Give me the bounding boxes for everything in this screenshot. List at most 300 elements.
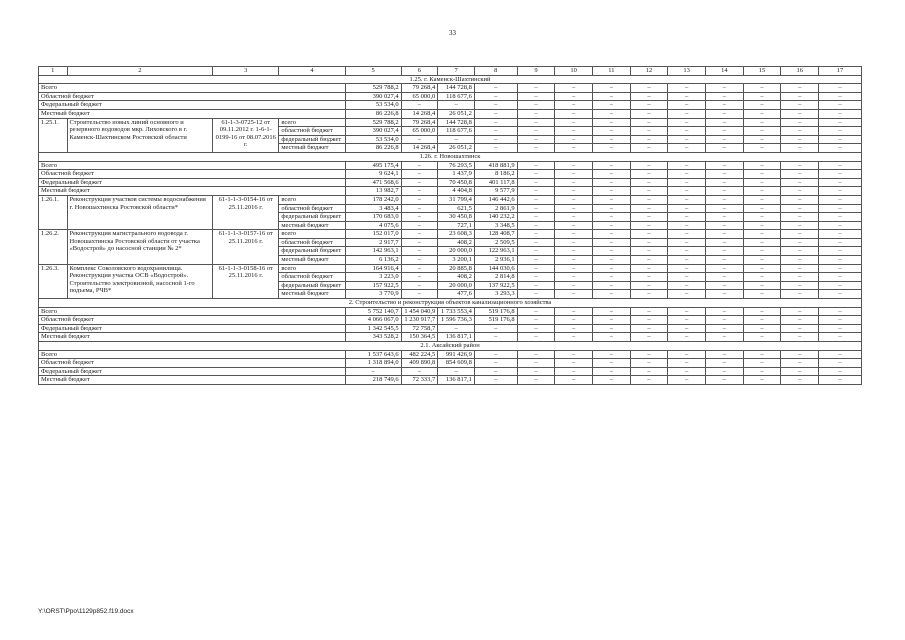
cell: – (474, 367, 517, 376)
cell: – (819, 127, 862, 136)
cell: – (474, 84, 517, 93)
cell: – (517, 118, 555, 127)
cell: 8 186,2 (474, 170, 517, 179)
cell: – (593, 187, 631, 196)
cell: – (630, 109, 668, 118)
cell: – (555, 376, 593, 385)
cell: – (593, 273, 631, 282)
cell: – (555, 187, 593, 196)
cell: – (819, 84, 862, 93)
cell: – (438, 367, 475, 376)
col-number: 9 (517, 67, 555, 76)
cell: – (706, 127, 744, 136)
row-label: Федеральный бюджет (39, 178, 346, 187)
cell: – (706, 101, 744, 110)
cell: – (593, 204, 631, 213)
cell: – (743, 238, 781, 247)
cell: – (555, 247, 593, 256)
cell: 390 027,4 (345, 92, 401, 101)
cell: – (781, 264, 819, 273)
cell: – (555, 316, 593, 325)
cell: – (706, 221, 744, 230)
cell: – (819, 247, 862, 256)
cell: 136 817,1 (438, 333, 475, 342)
row-label: Всего (39, 307, 346, 316)
cell: – (743, 376, 781, 385)
cell: – (555, 359, 593, 368)
cell: – (706, 204, 744, 213)
cell: – (743, 178, 781, 187)
cell: – (517, 213, 555, 222)
cell: – (593, 230, 631, 239)
cell: 164 916,4 (345, 264, 401, 273)
cell: – (474, 135, 517, 144)
cell: – (668, 256, 706, 265)
col-number: 11 (593, 67, 631, 76)
cell: – (630, 230, 668, 239)
cell: – (401, 264, 438, 273)
cell: 477,6 (438, 290, 475, 299)
cell: – (781, 359, 819, 368)
cell: – (781, 101, 819, 110)
cell: 72 333,7 (401, 376, 438, 385)
cell: – (743, 195, 781, 204)
table-row (39, 376, 862, 385)
cell: – (593, 101, 631, 110)
cell: – (593, 324, 631, 333)
cell: – (593, 221, 631, 230)
cell: – (706, 256, 744, 265)
cell: – (781, 273, 819, 282)
cell: – (517, 307, 555, 316)
cell: – (668, 221, 706, 230)
cell: – (517, 350, 555, 359)
cell: – (668, 92, 706, 101)
cell: – (593, 316, 631, 325)
cell: – (706, 307, 744, 316)
table-row (39, 118, 862, 127)
cell: – (743, 92, 781, 101)
cell: – (743, 290, 781, 299)
cell: 4 404,8 (438, 187, 475, 196)
cell: – (781, 247, 819, 256)
cell: – (743, 213, 781, 222)
row-label: Местный бюджет (39, 376, 346, 385)
cell: – (819, 144, 862, 153)
cell: – (668, 238, 706, 247)
column-number-row (39, 67, 862, 76)
cell: – (819, 333, 862, 342)
cell: – (706, 92, 744, 101)
cell: – (438, 324, 475, 333)
cell: – (630, 367, 668, 376)
cell: – (555, 367, 593, 376)
cell: – (555, 230, 593, 239)
cell: – (401, 170, 438, 179)
cell: – (781, 324, 819, 333)
cell: – (819, 118, 862, 127)
cell: 65 000,0 (401, 92, 438, 101)
cell: – (781, 316, 819, 325)
cell: – (668, 230, 706, 239)
cell: 65 000,0 (401, 127, 438, 136)
cell: 146 442,6 (474, 195, 517, 204)
row-label: Всего (39, 84, 346, 93)
cell: 136 817,1 (438, 376, 475, 385)
project-code: 61-1-1-3-0157-16 от 25.11.2016 г. (213, 230, 279, 264)
budget-label: всего (279, 195, 345, 204)
cell: – (593, 109, 631, 118)
cell: – (819, 101, 862, 110)
section-heading: 2. Строительство и реконструкция объектов канализационного хозяйства (39, 299, 862, 308)
project-code: 61-1-3-0725-12 от 09.11.2012 г. 1-6-1-0199-16 от 08.07.2016 г. (213, 118, 279, 152)
cell: 150 364,5 (401, 333, 438, 342)
col-number: 8 (474, 67, 517, 76)
cell: 26 051,2 (438, 144, 475, 153)
budget-label: всего (279, 118, 345, 127)
cell: – (593, 290, 631, 299)
cell: – (706, 367, 744, 376)
cell: – (819, 256, 862, 265)
cell: – (706, 230, 744, 239)
row-label: Областной бюджет (39, 359, 346, 368)
cell: 144 728,8 (438, 118, 475, 127)
col-number: 1 (39, 67, 68, 76)
cell: – (630, 350, 668, 359)
cell: – (781, 256, 819, 265)
cell: – (706, 264, 744, 273)
cell: – (743, 273, 781, 282)
cell: 1 437,9 (438, 170, 475, 179)
cell: 1 454 040,9 (401, 307, 438, 316)
cell: – (743, 256, 781, 265)
cell: 26 051,2 (438, 109, 475, 118)
cell: 343 528,2 (345, 333, 401, 342)
cell: – (668, 376, 706, 385)
col-number: 7 (438, 67, 475, 76)
cell: – (517, 195, 555, 204)
cell: – (401, 178, 438, 187)
cell: – (401, 187, 438, 196)
cell: – (630, 213, 668, 222)
cell: 408,2 (438, 238, 475, 247)
cell: 2 509,5 (474, 238, 517, 247)
cell: 621,5 (438, 204, 475, 213)
cell: – (401, 247, 438, 256)
footer-file-path: Y:\ORST\Ppo\1129p852.f19.docx (38, 608, 134, 615)
cell: 70 450,8 (438, 178, 475, 187)
budget-label: федеральный бюджет (279, 135, 345, 144)
cell: 3 293,3 (474, 290, 517, 299)
cell: – (593, 161, 631, 170)
cell: 401 117,8 (474, 178, 517, 187)
cell: – (630, 221, 668, 230)
cell: – (819, 273, 862, 282)
cell: 3 348,5 (474, 221, 517, 230)
cell: – (517, 144, 555, 153)
page-number: 33 (449, 29, 456, 37)
cell: – (593, 178, 631, 187)
cell: 727,1 (438, 221, 475, 230)
cell: – (555, 101, 593, 110)
cell: – (819, 307, 862, 316)
cell: 31 799,4 (438, 195, 475, 204)
cell: – (668, 350, 706, 359)
cell: 144 728,8 (438, 84, 475, 93)
budget-label: местный бюджет (279, 290, 345, 299)
col-number: 3 (213, 67, 279, 76)
cell: – (668, 144, 706, 153)
cell: – (706, 376, 744, 385)
table-row (39, 359, 862, 368)
cell: 86 226,8 (345, 144, 401, 153)
financing-table (38, 66, 862, 385)
cell: – (819, 281, 862, 290)
cell: 5 752 140,7 (345, 307, 401, 316)
cell: – (593, 247, 631, 256)
cell: 519 176,8 (474, 307, 517, 316)
row-label: Всего (39, 161, 346, 170)
cell: 178 242,0 (345, 195, 401, 204)
cell: – (819, 135, 862, 144)
cell: – (668, 247, 706, 256)
cell: – (517, 101, 555, 110)
col-number: 12 (630, 67, 668, 76)
project-number: 1.26.2. (39, 230, 68, 264)
cell: – (630, 170, 668, 179)
cell: – (593, 256, 631, 265)
cell: – (630, 273, 668, 282)
cell: – (593, 92, 631, 101)
cell: – (517, 247, 555, 256)
cell: 471 568,6 (345, 178, 401, 187)
cell: – (668, 178, 706, 187)
cell: – (517, 238, 555, 247)
cell: – (517, 178, 555, 187)
cell: 519 176,8 (474, 316, 517, 325)
cell: – (668, 333, 706, 342)
cell: – (593, 359, 631, 368)
cell: – (668, 316, 706, 325)
cell: 854 609,8 (438, 359, 475, 368)
budget-label: местный бюджет (279, 256, 345, 265)
cell: – (555, 350, 593, 359)
cell: – (819, 170, 862, 179)
cell: – (474, 92, 517, 101)
col-number: 5 (345, 67, 401, 76)
cell: – (706, 144, 744, 153)
col-number: 13 (668, 67, 706, 76)
budget-label: местный бюджет (279, 221, 345, 230)
cell: – (630, 101, 668, 110)
cell: – (555, 238, 593, 247)
table-row (39, 264, 862, 273)
section-heading: 1.25. г. Каменск-Шахтинский (39, 75, 862, 84)
cell: – (517, 333, 555, 342)
cell: – (781, 204, 819, 213)
cell: – (668, 324, 706, 333)
cell: – (781, 144, 819, 153)
cell: – (743, 281, 781, 290)
cell: – (474, 359, 517, 368)
cell: – (555, 161, 593, 170)
cell: – (781, 170, 819, 179)
budget-label: федеральный бюджет (279, 281, 345, 290)
cell: 4 075,6 (345, 221, 401, 230)
cell: – (555, 273, 593, 282)
cell: – (743, 109, 781, 118)
cell: 142 963,1 (345, 247, 401, 256)
cell: 53 534,0 (345, 135, 401, 144)
cell: – (668, 213, 706, 222)
cell: – (819, 109, 862, 118)
cell: – (743, 324, 781, 333)
cell: – (819, 178, 862, 187)
cell: – (706, 187, 744, 196)
cell: – (668, 307, 706, 316)
cell: – (555, 204, 593, 213)
cell: – (555, 221, 593, 230)
cell: – (668, 101, 706, 110)
cell: 4 066 067,0 (345, 316, 401, 325)
cell: – (593, 307, 631, 316)
cell: 53 534,0 (345, 101, 401, 110)
cell: – (593, 350, 631, 359)
cell: – (743, 118, 781, 127)
cell: – (743, 367, 781, 376)
cell: – (668, 135, 706, 144)
cell: 1 318 894,0 (345, 359, 401, 368)
cell: – (743, 247, 781, 256)
cell: 3 483,4 (345, 204, 401, 213)
cell: – (819, 264, 862, 273)
cell: 482 224,5 (401, 350, 438, 359)
cell: – (401, 281, 438, 290)
cell: – (593, 367, 631, 376)
project-number: 1.25.1. (39, 118, 68, 152)
budget-label: федеральный бюджет (279, 213, 345, 222)
project-name: Комплекс Соколовского водохранилища. Реконструкция участка ОСВ «Водострой». Строительство электровизной, насосной 1-го подъема, РЧВ* (67, 264, 213, 298)
cell: – (517, 170, 555, 179)
row-label: Местный бюджет (39, 109, 346, 118)
table-row (39, 84, 862, 93)
cell: 2 936,1 (474, 256, 517, 265)
cell: 9 624,1 (345, 170, 401, 179)
budget-label: всего (279, 264, 345, 273)
cell: – (706, 178, 744, 187)
cell: – (401, 213, 438, 222)
cell: – (668, 281, 706, 290)
cell: – (630, 281, 668, 290)
cell: – (593, 213, 631, 222)
cell: – (706, 350, 744, 359)
cell: – (781, 238, 819, 247)
cell: – (819, 187, 862, 196)
cell: – (819, 238, 862, 247)
cell: – (819, 290, 862, 299)
table-row (39, 170, 862, 179)
cell: – (706, 118, 744, 127)
project-name: Строительство новых линий основного и резервного водоводов мкр. Лиховского в г. Каменск-Шахтинском Ростовской области (67, 118, 213, 152)
cell: – (819, 195, 862, 204)
cell: – (743, 170, 781, 179)
cell: – (555, 127, 593, 136)
cell: – (706, 109, 744, 118)
cell: – (517, 204, 555, 213)
cell: – (630, 178, 668, 187)
cell: – (555, 109, 593, 118)
cell: – (706, 135, 744, 144)
cell: – (630, 161, 668, 170)
cell: – (743, 333, 781, 342)
cell: – (630, 92, 668, 101)
cell: 20 000,0 (438, 247, 475, 256)
cell: 23 608,3 (438, 230, 475, 239)
cell: – (668, 273, 706, 282)
cell: 1 733 553,4 (438, 307, 475, 316)
table-row (39, 307, 862, 316)
cell: 495 175,4 (345, 161, 401, 170)
cell: – (781, 127, 819, 136)
cell: – (706, 359, 744, 368)
cell: 118 677,6 (438, 127, 475, 136)
cell: – (474, 118, 517, 127)
cell: 2 814,8 (474, 273, 517, 282)
cell: 1 537 643,6 (345, 350, 401, 359)
cell: – (401, 135, 438, 144)
cell: – (781, 367, 819, 376)
cell: – (668, 161, 706, 170)
cell: – (819, 230, 862, 239)
cell: – (781, 333, 819, 342)
cell: 144 030,6 (474, 264, 517, 273)
cell: – (743, 230, 781, 239)
col-number: 16 (781, 67, 819, 76)
cell: – (630, 376, 668, 385)
cell: – (630, 144, 668, 153)
cell: – (517, 84, 555, 93)
cell: – (668, 359, 706, 368)
cell: – (474, 324, 517, 333)
cell: – (517, 135, 555, 144)
cell: – (555, 170, 593, 179)
cell: – (517, 187, 555, 196)
budget-label: областной бюджет (279, 127, 345, 136)
cell: – (517, 161, 555, 170)
cell: – (630, 256, 668, 265)
cell: 991 426,9 (438, 350, 475, 359)
cell: 72 758,7 (401, 324, 438, 333)
cell: 170 683,0 (345, 213, 401, 222)
cell: – (706, 324, 744, 333)
cell: – (781, 281, 819, 290)
cell: 14 268,4 (401, 109, 438, 118)
cell: – (555, 281, 593, 290)
project-number: 1.26.3. (39, 264, 68, 298)
cell: – (474, 376, 517, 385)
project-number: 1.26.1. (39, 195, 68, 229)
cell: – (517, 92, 555, 101)
table-row (39, 324, 862, 333)
cell: 76 293,5 (438, 161, 475, 170)
cell: – (630, 359, 668, 368)
cell: 1 230 917,7 (401, 316, 438, 325)
section-heading: 1.26. г. Новошахтинск (39, 152, 862, 161)
cell: – (743, 359, 781, 368)
cell: – (743, 101, 781, 110)
cell: – (517, 290, 555, 299)
cell: – (706, 281, 744, 290)
